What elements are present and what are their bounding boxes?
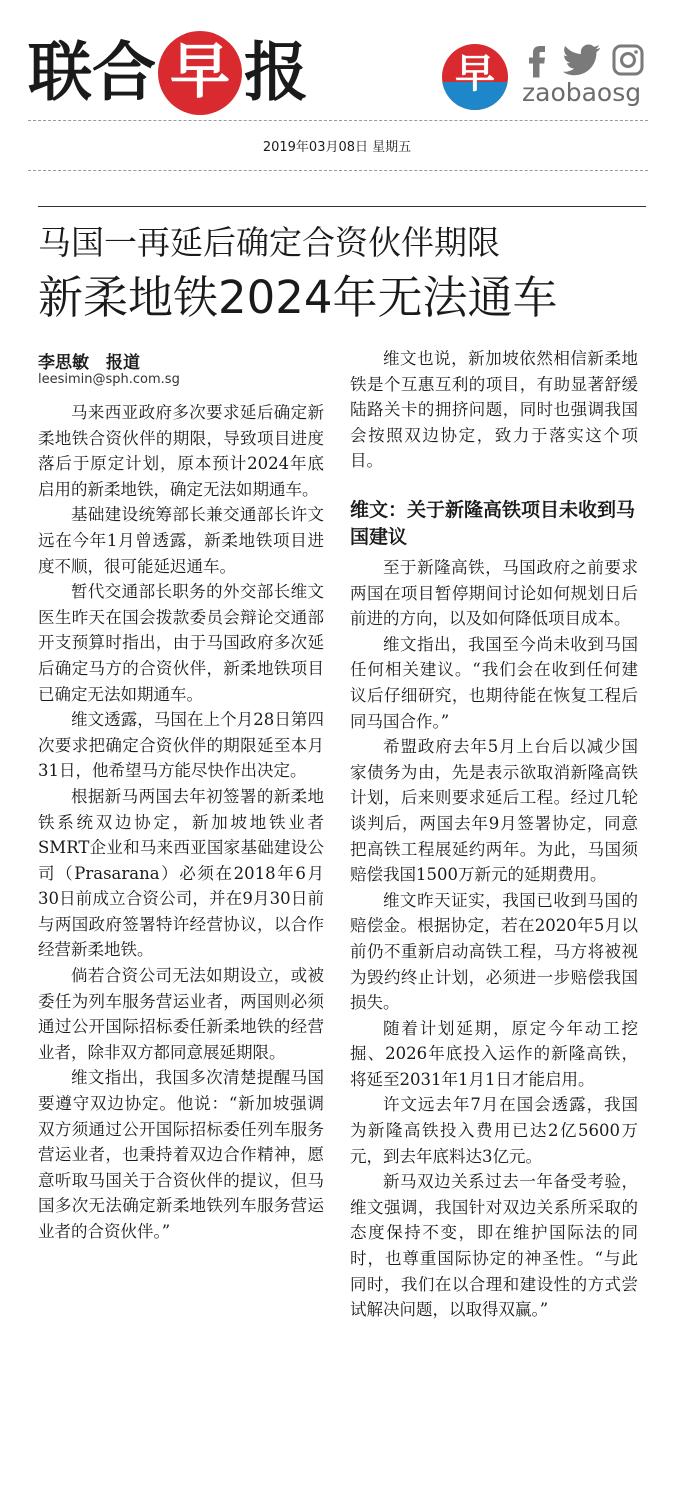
instagram-icon[interactable] (612, 42, 644, 78)
paragraph: 暂代交通部长职务的外交部长维文医生昨天在国会拨款委员会辩论交通部开支预算时指出，由于马国政府多次延后确定马方的合资伙伴，新柔地铁项目已确定无法如期通车。 (38, 582, 324, 704)
masthead (0, 0, 674, 118)
masthead-char: 报 (244, 36, 308, 111)
masthead-char: 合 (92, 36, 156, 111)
paragraph: 根据新马两国去年初签署的新柔地铁系统双边协定，新加坡地铁业者SMRT企业和马来西亚国家基础建设公司（Prasarana）必须在2018年6月30日前成立合资公司，并在9月30日前与两国政府签署特许经营协议，以合作经营新柔地铁。 (38, 786, 324, 960)
divider-dashed-bottom (28, 170, 648, 171)
social-handle[interactable]: zaobaosg (522, 78, 642, 107)
paragraph: 维文指出，我国多次清楚提醒马国要遵守双边协定。他说：“新加坡强调双方须通过公开国际招标委任列车服务营运业者，也秉持着双边合作精神，愿意听取马国关于合资伙伴的提议，但马国多次无法确定新柔地铁列车服务营运业者的合资伙伴。” (38, 1068, 324, 1241)
paragraph: 希盟政府去年5月上台后以减少国家债务为由，先是表示欲取消新隆高铁计划，后来则要求延后工程。经过几轮谈判后，两国去年9月签署协定，同意把高铁工程展延约两年。为此，马国须赔偿我国1500万新元的延期费用。 (350, 737, 638, 885)
divider-solid (38, 206, 646, 207)
byline-author: 李思敏 报道 (38, 353, 140, 373)
zaobao-logo[interactable] (442, 44, 508, 110)
paragraph: 许文远去年7月在国会透露，我国为新隆高铁投入费用已达2亿5600万元，到去年底料达3亿元。 (350, 1095, 638, 1166)
facebook-icon[interactable] (526, 42, 548, 78)
paragraph: 维文也说，新加坡依然相信新柔地铁是个互惠互利的项目，有助显著舒缓陆路关卡的拥挤问题，同时也强调我国会按照双边协定，致力于落实这个项目。 (350, 349, 638, 471)
dateline: 2019年03月08日 星期五 (262, 140, 412, 155)
paragraph: 随着计划延期，原定今年动工挖掘、2026年底投入运作的新隆高铁，将延至2031年1月1日才能启用。 (350, 1018, 638, 1089)
divider-dashed-top (28, 120, 648, 121)
twitter-icon[interactable] (562, 42, 602, 78)
section-subhead: 维文：关于新隆高铁项目未收到马国建议 (350, 499, 636, 548)
paragraph: 维文指出，我国至今尚未收到马国任何相关建议。“我们会在收到任何建议后仔细研究，也期待能在恢复工程后同马国合作。” (350, 634, 638, 731)
masthead-char: 联 (28, 36, 92, 111)
headline-kicker: 马国一再延后确定合资伙伴期限 (38, 223, 500, 262)
paragraph: 维文昨天证实，我国已收到马国的赔偿金。根据协定，若在2020年5月以前仍不重新启动高铁工程，马方将被视为毁约终止计划，必须进一步赔偿我国损失。 (350, 890, 638, 1013)
paragraph: 基础建设统筹部长兼交通部长许文远在今年1月曾透露，新柔地铁项目进度不顺，很可能延迟通车。 (38, 505, 324, 576)
paragraph: 新马双边关系过去一年备受考验，维文强调，我国针对双边关系所采取的态度保持不变，即在维护国际法的同时，也尊重国际协定的神圣性。“与此同时，我们在以合理和建设性的方式尝试解决问题，以取得双赢。” (350, 1172, 638, 1320)
masthead-char-highlight: 早 (158, 31, 242, 115)
byline-email: leesimin@sph.com.sg (38, 372, 180, 387)
paragraph: 倘若合资公司无法如期设立，或被委任为列车服务营运业者，两国则必须通过公开国际招标委任新柔地铁的经营业者，除非双方都同意展延期限。 (38, 966, 324, 1062)
masthead-title (28, 30, 308, 115)
paragraph: 维文透露，马国在上个月28日第四次要求把确定合资伙伴的期限延至本月31日，他希望马方能尽快作出决定。 (38, 710, 324, 781)
paragraph: 马来西亚政府多次要求延后确定新柔地铁合资伙伴的期限，导致项目进度落后于原定计划，原本预计2024年底启用的新柔地铁，确定无法如期通车。 (38, 403, 324, 499)
logo-char: 早 (455, 51, 495, 97)
article-column-2-bottom (350, 555, 638, 1323)
social-icons (526, 42, 646, 78)
headline-main: 新柔地铁2024年无法通车 (38, 271, 558, 324)
paragraph: 至于新隆高铁，马国政府之前要求两国在项目暂停期间讨论如何规划日后前进的方向，以及如何降低项目成本。 (350, 558, 638, 629)
article-column-1 (38, 400, 324, 1245)
article-column-2-top (350, 346, 638, 474)
